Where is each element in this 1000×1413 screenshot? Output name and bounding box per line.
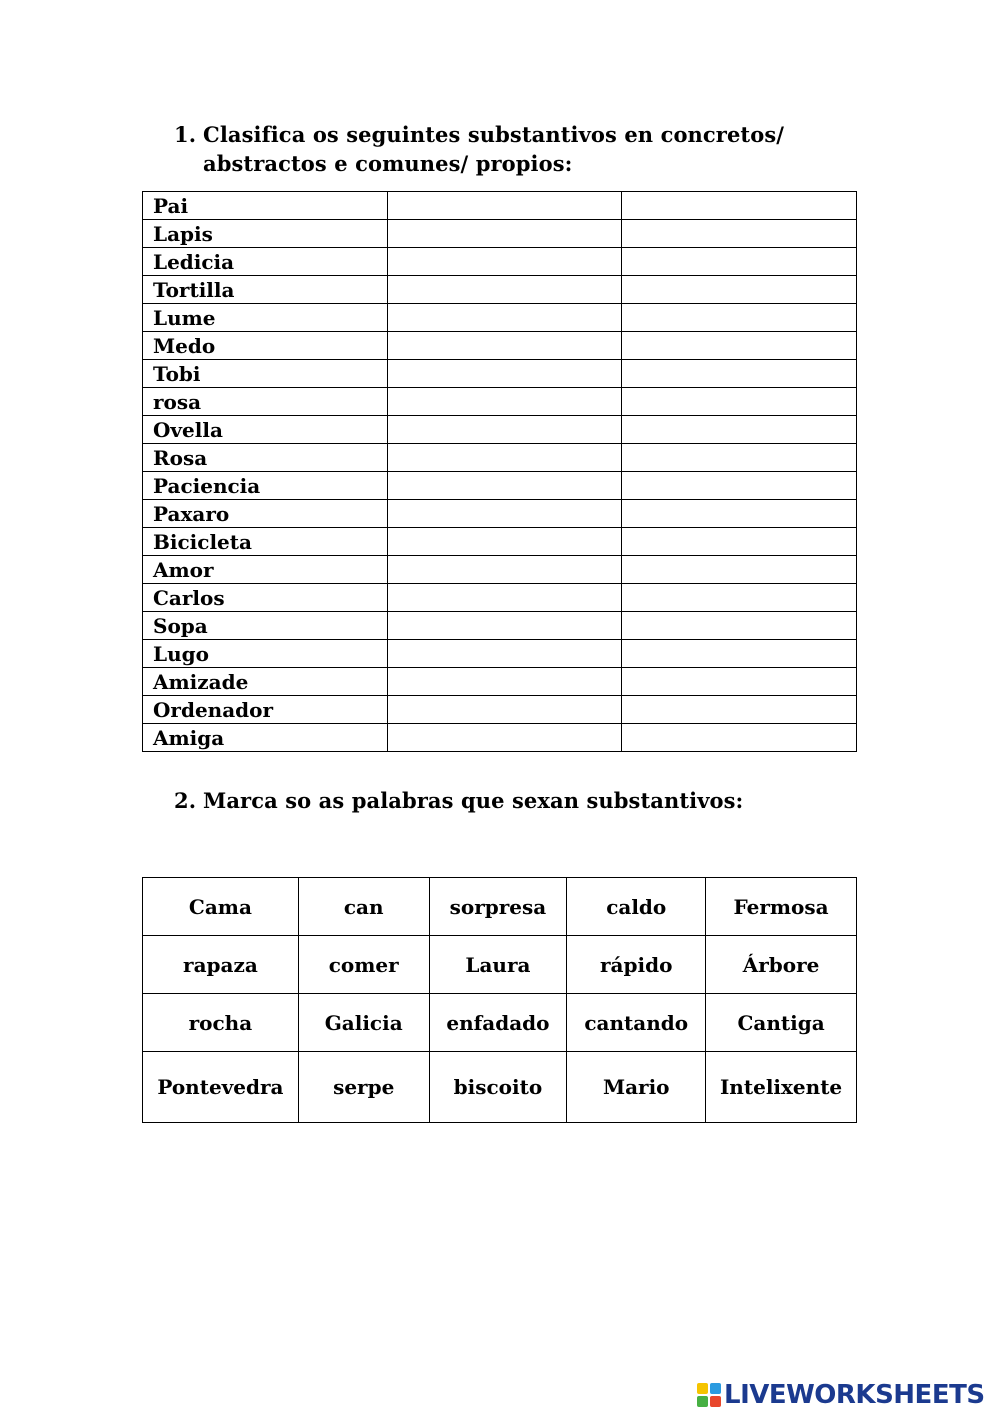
answer-concrete-abstract-cell[interactable] — [387, 472, 622, 500]
classify-row — [143, 668, 857, 696]
question-2-title — [174, 786, 814, 815]
classify-row — [143, 276, 857, 304]
noun-word: Bicicleta — [143, 528, 388, 556]
answer-concrete-abstract-cell[interactable] — [387, 360, 622, 388]
word-option-cell[interactable]: Cama — [143, 878, 299, 936]
classify-table — [142, 191, 857, 752]
question-1-title — [174, 120, 814, 178]
word-option-cell[interactable]: Laura — [429, 936, 567, 994]
classify-row — [143, 220, 857, 248]
logo-square-red — [710, 1396, 721, 1407]
noun-word: Tortilla — [143, 276, 388, 304]
classify-row — [143, 724, 857, 752]
answer-common-proper-cell[interactable] — [622, 388, 857, 416]
answer-concrete-abstract-cell[interactable] — [387, 500, 622, 528]
word-option-cell[interactable]: cantando — [567, 994, 706, 1052]
logo-square-blue — [710, 1383, 721, 1394]
classify-row — [143, 304, 857, 332]
answer-concrete-abstract-cell[interactable] — [387, 528, 622, 556]
noun-word: Lugo — [143, 640, 388, 668]
answer-common-proper-cell[interactable] — [622, 360, 857, 388]
word-option-cell[interactable]: Pontevedra — [143, 1052, 299, 1123]
answer-common-proper-cell[interactable] — [622, 276, 857, 304]
answer-concrete-abstract-cell[interactable] — [387, 556, 622, 584]
noun-word: Paciencia — [143, 472, 388, 500]
noun-word: Ordenador — [143, 696, 388, 724]
question-1-text: Clasifica os seguintes substantivos en concretos/ abstractos e comunes/ propios: — [203, 122, 785, 176]
answer-common-proper-cell[interactable] — [622, 192, 857, 220]
answer-common-proper-cell[interactable] — [622, 640, 857, 668]
noun-word: Amor — [143, 556, 388, 584]
noun-word: Ovella — [143, 416, 388, 444]
answer-common-proper-cell[interactable] — [622, 472, 857, 500]
classify-row — [143, 556, 857, 584]
word-option-cell[interactable]: caldo — [567, 878, 706, 936]
noun-word: Sopa — [143, 612, 388, 640]
noun-word: Carlos — [143, 584, 388, 612]
answer-concrete-abstract-cell[interactable] — [387, 416, 622, 444]
classify-row — [143, 584, 857, 612]
classify-row — [143, 528, 857, 556]
answer-common-proper-cell[interactable] — [622, 444, 857, 472]
word-option-cell[interactable]: Fermosa — [706, 878, 857, 936]
answer-concrete-abstract-cell[interactable] — [387, 304, 622, 332]
noun-word: Tobi — [143, 360, 388, 388]
answer-common-proper-cell[interactable] — [622, 668, 857, 696]
word-option-cell[interactable]: comer — [298, 936, 429, 994]
logo-square-green — [697, 1396, 708, 1407]
answer-concrete-abstract-cell[interactable] — [387, 640, 622, 668]
answer-common-proper-cell[interactable] — [622, 528, 857, 556]
answer-common-proper-cell[interactable] — [622, 696, 857, 724]
noun-word: Paxaro — [143, 500, 388, 528]
noun-word: Amiga — [143, 724, 388, 752]
words-row — [143, 1052, 857, 1123]
logo-square-yellow — [697, 1383, 708, 1394]
classify-row — [143, 416, 857, 444]
classify-row — [143, 444, 857, 472]
noun-word: Lapis — [143, 220, 388, 248]
classify-row — [143, 332, 857, 360]
words-table — [142, 877, 857, 1123]
word-option-cell[interactable]: rápido — [567, 936, 706, 994]
word-option-cell[interactable]: Cantiga — [706, 994, 857, 1052]
word-option-cell[interactable]: Mario — [567, 1052, 706, 1123]
question-1-number: 1. — [174, 122, 197, 147]
word-option-cell[interactable]: can — [298, 878, 429, 936]
classify-row — [143, 696, 857, 724]
answer-concrete-abstract-cell[interactable] — [387, 612, 622, 640]
noun-word: Lume — [143, 304, 388, 332]
word-option-cell[interactable]: Galicia — [298, 994, 429, 1052]
answer-concrete-abstract-cell[interactable] — [387, 668, 622, 696]
answer-concrete-abstract-cell[interactable] — [387, 444, 622, 472]
answer-common-proper-cell[interactable] — [622, 724, 857, 752]
word-option-cell[interactable]: serpe — [298, 1052, 429, 1123]
word-option-cell[interactable]: Árbore — [706, 936, 857, 994]
answer-concrete-abstract-cell[interactable] — [387, 248, 622, 276]
question-2-text: Marca so as palabras que sexan substantivos: — [203, 788, 744, 813]
answer-concrete-abstract-cell[interactable] — [387, 220, 622, 248]
word-option-cell[interactable]: rocha — [143, 994, 299, 1052]
answer-concrete-abstract-cell[interactable] — [387, 724, 622, 752]
answer-concrete-abstract-cell[interactable] — [387, 584, 622, 612]
question-2-number: 2. — [174, 788, 197, 813]
noun-word: Pai — [143, 192, 388, 220]
classify-row — [143, 640, 857, 668]
word-option-cell[interactable]: enfadado — [429, 994, 567, 1052]
answer-common-proper-cell[interactable] — [622, 584, 857, 612]
logo-text: LIVEWORKSHEETS — [724, 1380, 985, 1410]
answer-concrete-abstract-cell[interactable] — [387, 192, 622, 220]
noun-word: rosa — [143, 388, 388, 416]
answer-common-proper-cell[interactable] — [622, 220, 857, 248]
answer-common-proper-cell[interactable] — [622, 304, 857, 332]
answer-concrete-abstract-cell[interactable] — [387, 276, 622, 304]
classify-row — [143, 192, 857, 220]
answer-common-proper-cell[interactable] — [622, 416, 857, 444]
answer-concrete-abstract-cell[interactable] — [387, 696, 622, 724]
classify-row — [143, 612, 857, 640]
answer-common-proper-cell[interactable] — [622, 612, 857, 640]
noun-word: Ledicia — [143, 248, 388, 276]
noun-word: Amizade — [143, 668, 388, 696]
answer-common-proper-cell[interactable] — [622, 556, 857, 584]
word-option-cell[interactable]: biscoito — [429, 1052, 567, 1123]
words-row — [143, 878, 857, 936]
word-option-cell[interactable]: Intelixente — [706, 1052, 857, 1123]
answer-concrete-abstract-cell[interactable] — [387, 332, 622, 360]
answer-common-proper-cell[interactable] — [622, 248, 857, 276]
word-option-cell[interactable]: sorpresa — [429, 878, 567, 936]
words-row — [143, 994, 857, 1052]
classify-row — [143, 472, 857, 500]
word-option-cell[interactable]: rapaza — [143, 936, 299, 994]
classify-row — [143, 388, 857, 416]
noun-word: Rosa — [143, 444, 388, 472]
answer-concrete-abstract-cell[interactable] — [387, 388, 622, 416]
answer-common-proper-cell[interactable] — [622, 500, 857, 528]
classify-row — [143, 360, 857, 388]
logo-mark-icon — [697, 1383, 721, 1407]
liveworksheets-logo — [697, 1378, 985, 1412]
classify-row — [143, 248, 857, 276]
answer-common-proper-cell[interactable] — [622, 332, 857, 360]
classify-row — [143, 500, 857, 528]
words-row — [143, 936, 857, 994]
noun-word: Medo — [143, 332, 388, 360]
